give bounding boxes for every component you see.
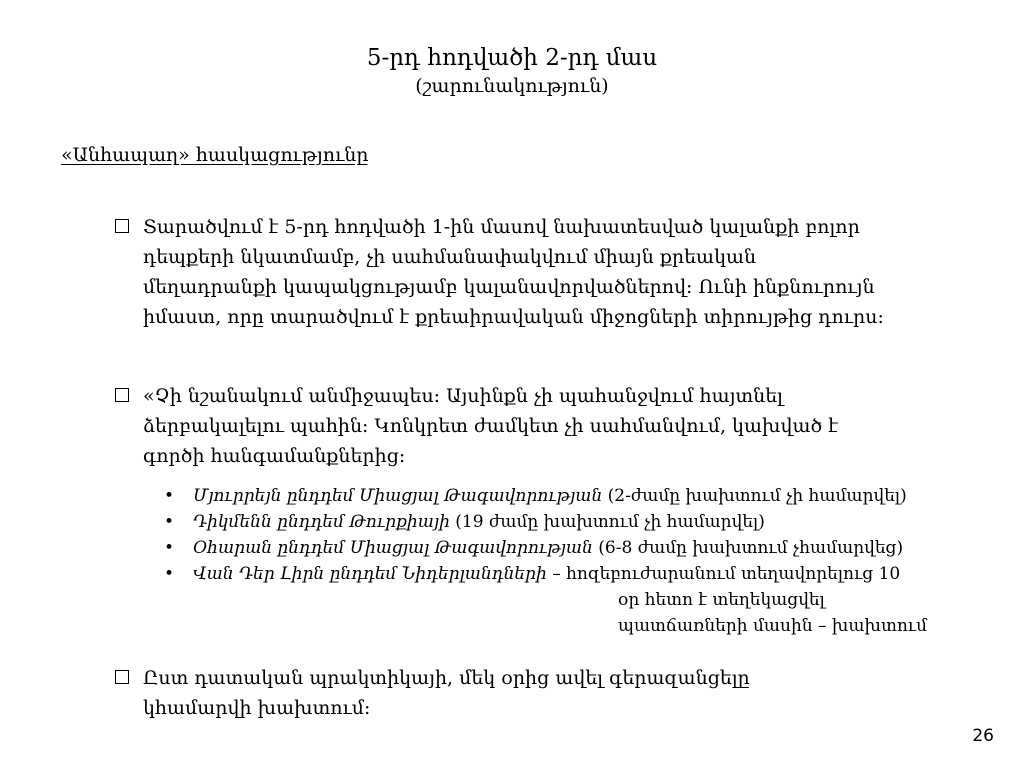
case-list [160, 483, 1020, 639]
case-note-continuation: օր հետո է տեղեկացվել [618, 590, 825, 610]
page-number: 26 [972, 726, 994, 746]
bullet-dot-icon: • [164, 564, 175, 584]
case-note: (6-8 ժամը խախտում չհամարվեց) [592, 538, 904, 558]
bullet-line: դեպքերի նկատմամբ, չի սահմանափակվում միայն քրեական [143, 246, 757, 268]
bullet-item [115, 381, 1015, 471]
case-note: – հոզեբուժարանում տեղավորելուց 10 [546, 564, 901, 584]
case-note: (19 ժամը խախտում չի համարվել) [449, 512, 765, 532]
bullet-line: մեղադրանքի կապակցությամբ կալանավորվածներով: Ունի ինքնուրույն [143, 276, 875, 298]
checkbox-bullet-icon [115, 219, 129, 233]
bullet-item [115, 663, 1015, 723]
case-name: Մյուրրեյն ընդդեմ Միացյալ Թագավորության [193, 486, 603, 506]
bullet-dot-icon: • [164, 538, 175, 558]
bullet-line: կհամարվի խախտում: [143, 697, 371, 719]
bullet-line: Տարածվում է 5-րդ հոդվածի 1-ին մասով նախատեսված կալանքի բոլոր [143, 216, 860, 238]
checkbox-bullet-icon [115, 388, 129, 402]
case-name: Վան Դեր Լիրն ընդդեմ Նիդերլանդների [193, 564, 547, 584]
bullet-text [143, 381, 1013, 471]
bullet-item [115, 212, 1015, 332]
list-item [160, 561, 1020, 639]
bullet-dot-icon: • [164, 512, 175, 532]
list-item [160, 483, 1020, 509]
bullet-line: իմաստ, որը տարածվում է քրեաիրավական միջոցների տիրույթից դուրս: [143, 306, 884, 328]
list-item [160, 509, 1020, 535]
section-heading: «Անհապաղ» հասկացությունը [61, 144, 369, 166]
case-note: (2-ժամը խախտում չի համարվել) [602, 486, 907, 506]
checkbox-bullet-icon [115, 670, 129, 684]
title-block [0, 44, 1024, 98]
slide-title: 5-րդ հոդվածի 2-րդ մաս [366, 45, 658, 71]
slide-subtitle: (շարունակություն) [415, 75, 609, 97]
bullet-line: «Չի նշանակում անմիջապես: Այսինքն չի պահանջվում հայտնել [143, 385, 783, 407]
bullet-line: Ըստ դատական պրակտիկայի, մեկ օրից ավել գերազանցելը [143, 667, 750, 689]
case-note-continuation: պատճառների մասին – խախտում [618, 616, 928, 636]
bullet-dot-icon: • [164, 486, 175, 506]
bullet-text [143, 212, 1013, 332]
bullet-text [143, 663, 1013, 723]
list-item [160, 535, 1020, 561]
bullet-line: ձերբակալելու պահին: Կոնկրետ ժամկետ չի սահմանվում, կախված է [143, 415, 838, 437]
case-name: Օհարան ընդդեմ Միացյալ Թագավորության [193, 538, 593, 558]
bullet-line: գործի հանգամանքներից: [143, 445, 406, 467]
case-name: Դիկմենն ընդդեմ Թուրքիայի [193, 512, 450, 532]
